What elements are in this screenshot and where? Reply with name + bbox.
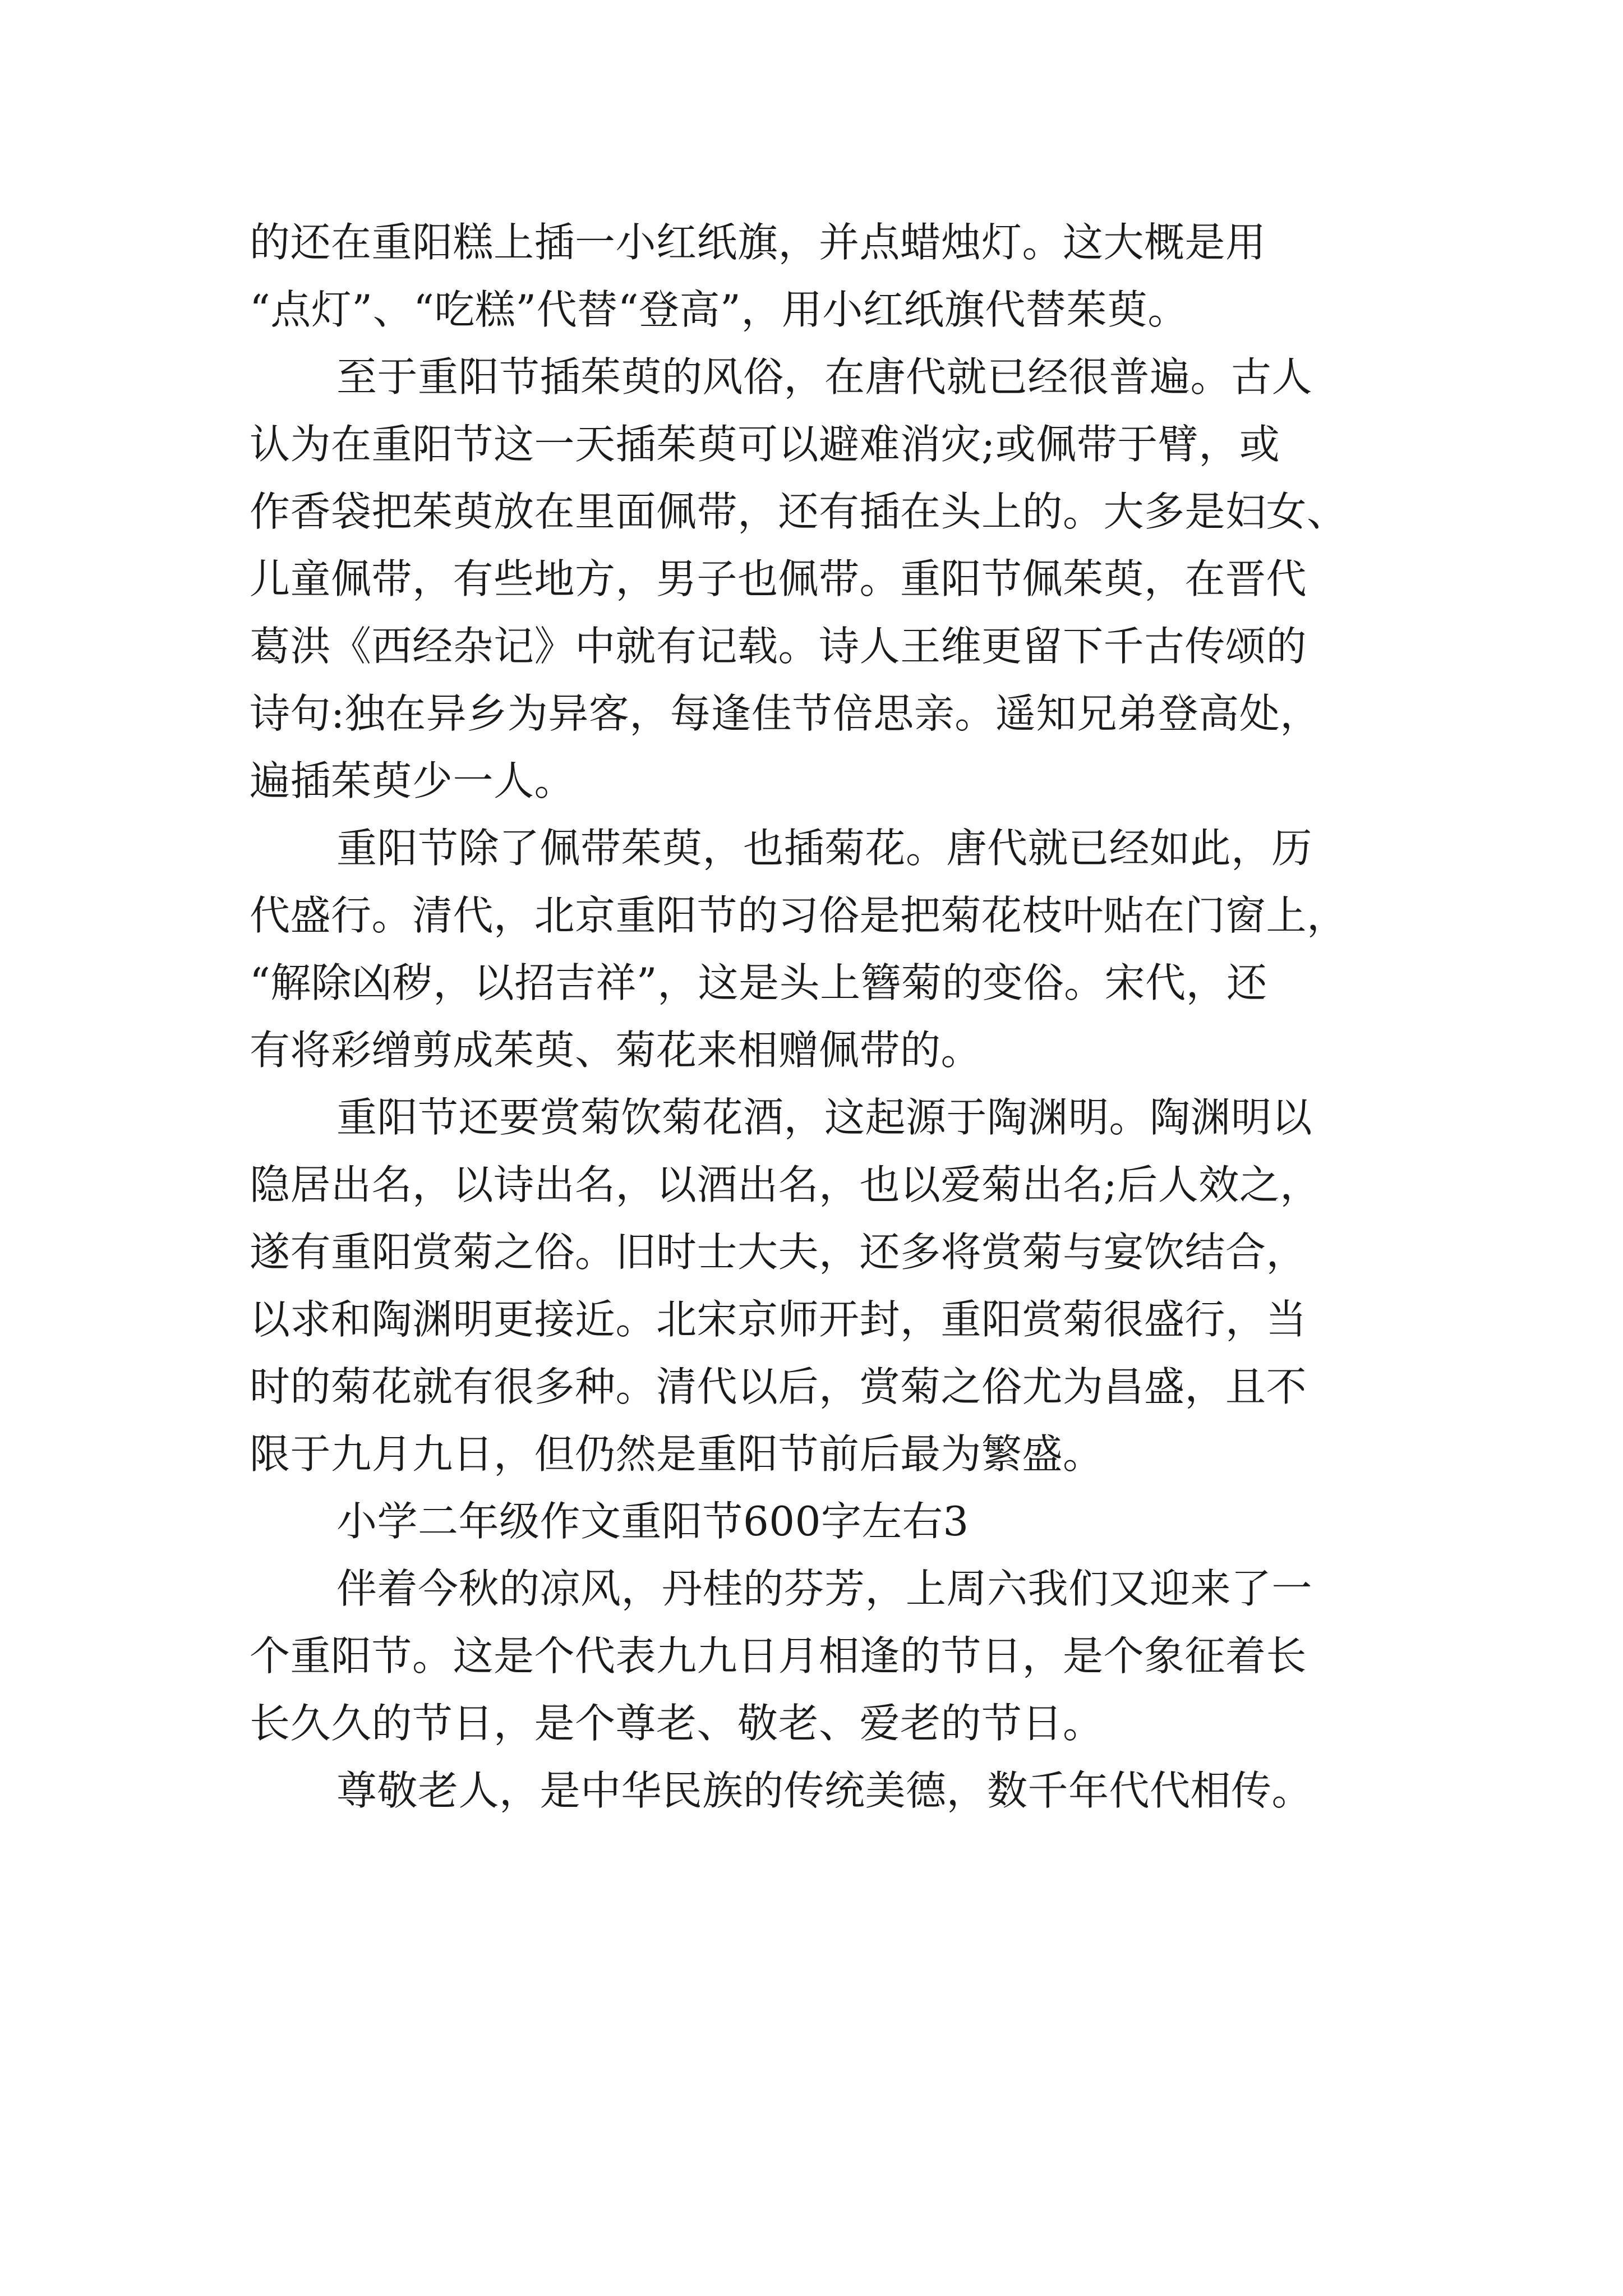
text-line: 隐居出名，以诗出名，以酒出名，也以爱菊出名;后人效之， bbox=[250, 1161, 1321, 1208]
text-line: 认为在重阳节这一天插茱萸可以避难消灾;或佩带于臂，或 bbox=[250, 421, 1280, 468]
text-line: 作香袋把茱萸放在里面佩带，还有插在头上的。大多是妇女、 bbox=[250, 488, 1348, 535]
section-heading: 小学二年级作文重阳节600字左右3 bbox=[336, 1498, 969, 1545]
text-line: 儿童佩带，有些地方，男子也佩带。重阳节佩茱萸，在晋代 bbox=[250, 555, 1307, 602]
text-line: 代盛行。清代，北京重阳节的习俗是把菊花枝叶贴在门窗上， bbox=[250, 892, 1348, 939]
text-line: 的还在重阳糕上插一小红纸旗，并点蜡烛灯。这大概是用 bbox=[250, 219, 1266, 266]
paragraph-first-line: 伴着今秋的凉风，丹桂的芬芳，上周六我们又迎来了一 bbox=[336, 1565, 1313, 1612]
text-line: 时的菊花就有很多种。清代以后，赏菊之俗尤为昌盛，且不 bbox=[250, 1363, 1307, 1410]
paragraph-first-line: 重阳节还要赏菊饮菊花酒，这起源于陶渊明。陶渊明以 bbox=[336, 1094, 1313, 1141]
text-line: 遍插茱萸少一人。 bbox=[250, 757, 575, 804]
text-line: 限于九月九日，但仍然是重阳节前后最为繁盛。 bbox=[250, 1430, 1104, 1478]
paragraph-first-line: 至于重阳节插茱萸的风俗，在唐代就已经很普遍。古人 bbox=[336, 353, 1313, 401]
text-line: 诗句:独在异乡为异客，每逢佳节倍思亲。遥知兄弟登高处， bbox=[250, 690, 1321, 737]
text-line: “点灯”、“吃糕”代替“登高”，用小红纸旗代替茱萸。 bbox=[250, 286, 1188, 333]
text-line: 个重阳节。这是个代表九九日月相逢的节日，是个象征着长 bbox=[250, 1632, 1307, 1680]
text-line: 遂有重阳赏菊之俗。旧时士大夫，还多将赏菊与宴饮结合， bbox=[250, 1228, 1307, 1276]
text-line: “解除凶秽，以招吉祥”，这是头上簪菊的变俗。宋代，还 bbox=[250, 959, 1267, 1006]
paragraph-first-line: 尊敬老人，是中华民族的传统美德，数千年代代相传。 bbox=[336, 1767, 1313, 1814]
paragraph-first-line: 重阳节除了佩带茱萸，也插菊花。唐代就已经如此，历 bbox=[336, 825, 1313, 872]
text-line: 有将彩缯剪成茱萸、菊花来相赠佩带的。 bbox=[250, 1027, 982, 1074]
body-text bbox=[250, 209, 1399, 1824]
text-line: 长久久的节日，是个尊老、敬老、爱老的节日。 bbox=[250, 1700, 1104, 1747]
text-line: 以求和陶渊明更接近。北宋京师开封，重阳赏菊很盛行，当 bbox=[250, 1296, 1307, 1343]
text-line: 葛洪《西经杂记》中就有记载。诗人王维更留下千古传颂的 bbox=[250, 623, 1307, 670]
